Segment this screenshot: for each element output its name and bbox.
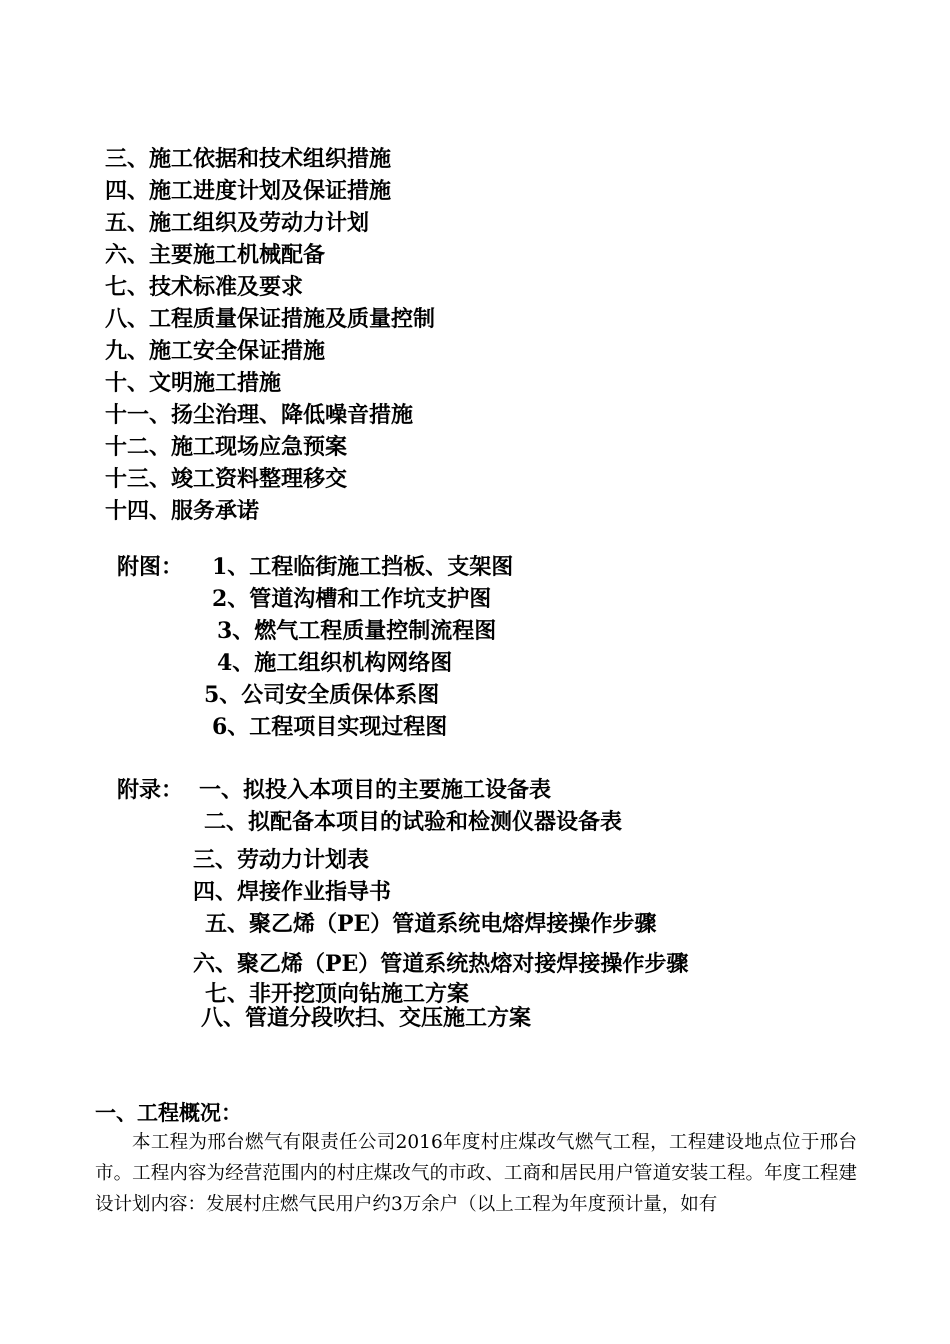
toc-item: 四、施工进度计划及保证措施: [105, 178, 392, 204]
toc-item: 十四、服务承诺: [105, 498, 260, 524]
figure-item: 1、工程临街施工挡板、支架图: [212, 554, 514, 580]
figure-item: 5、公司安全质保体系图: [204, 682, 440, 708]
appendix-item: 三、劳动力计划表: [193, 847, 370, 873]
figure-item: 4、施工组织机构网络图: [217, 650, 453, 676]
body-paragraph: 本工程为邢台燃气有限责任公司2016年度村庄煤改气燃气工程，工程建设地点位于邢台市。工程内容为经营范围内的村庄煤改气的市政、工商和居民用户管道安装工程。年度工程建设计划内容：发展村庄燃气民用户约3万余户（以上工程为年度预计量，如有: [95, 1132, 857, 1215]
figure-item: 6、工程项目实现过程图: [212, 714, 448, 740]
toc-item: 三、施工依据和技术组织措施: [105, 146, 392, 172]
toc-item: 十二、施工现场应急预案: [105, 434, 348, 460]
section-body: [95, 1127, 857, 1220]
section-heading: 一、工程概况：: [95, 1100, 242, 1125]
toc-item: 十三、竣工资料整理移交: [105, 466, 348, 492]
appendix-item: 五、聚乙烯（PE）管道系统电熔焊接操作步骤: [205, 911, 657, 937]
toc-item: 十、文明施工措施: [105, 370, 282, 396]
appendix-item: 二、拟配备本项目的试验和检测仪器设备表: [204, 809, 623, 835]
appendix-item: 八、管道分段吹扫、交压施工方案: [201, 1005, 532, 1031]
toc-item: 九、施工安全保证措施: [105, 338, 326, 364]
figures-label: 附图：: [117, 554, 184, 580]
appendix-label: 附录：: [117, 777, 184, 803]
figure-item: 2、管道沟槽和工作坑支护图: [212, 586, 492, 612]
appendix-item: 一、拟投入本项目的主要施工设备表: [199, 777, 552, 803]
figure-item: 3、燃气工程质量控制流程图: [217, 618, 497, 644]
appendix-item: 六、聚乙烯（PE）管道系统热熔对接焊接操作步骤: [193, 951, 689, 977]
toc-item: 八、工程质量保证措施及质量控制: [105, 306, 436, 332]
toc-item: 七、技术标准及要求: [105, 274, 304, 300]
toc-item: 六、主要施工机械配备: [105, 242, 326, 268]
appendix-item: 四、焊接作业指导书: [193, 879, 392, 905]
toc-item: 十一、扬尘治理、降低噪音措施: [105, 402, 414, 428]
toc-item: 五、施工组织及劳动力计划: [105, 210, 370, 236]
appendix-item: 七、非开挖顶向钻施工方案: [205, 981, 470, 1007]
